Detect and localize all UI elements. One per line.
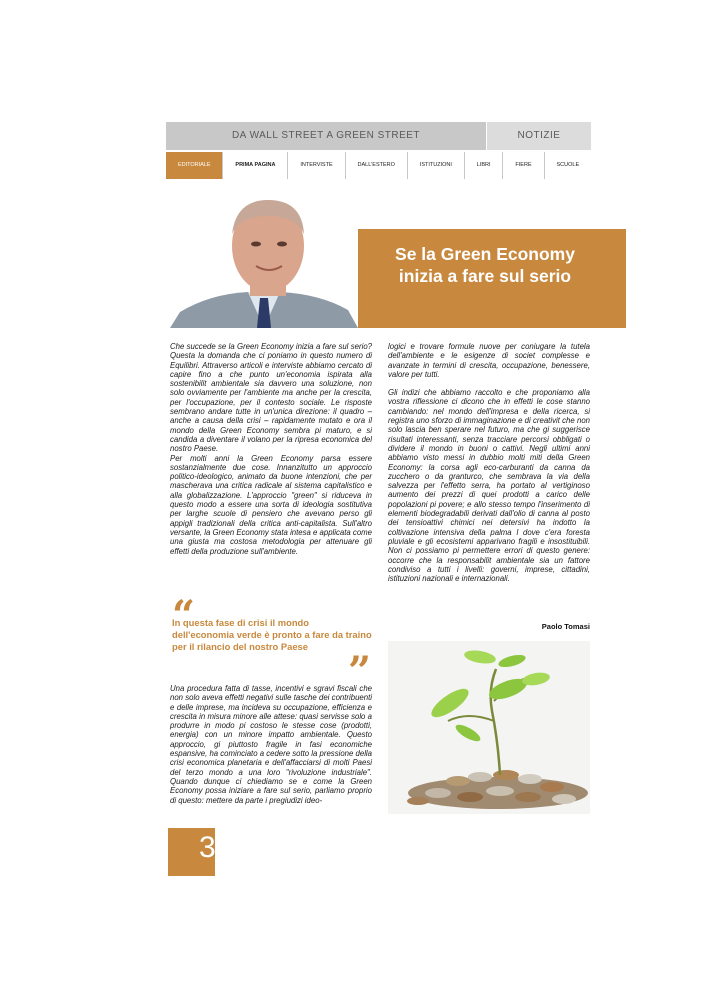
author-signature: Paolo Tomasi (541, 622, 590, 631)
open-quote-mark: “ (172, 592, 196, 639)
pull-quote (170, 592, 375, 695)
tab-interviste[interactable]: INTERVISTE (288, 152, 345, 179)
paragraph: Una procedura fatta di tasse, incentivi e sgravi fiscali che non solo aveva effetti negativi sulle tasche dei contribuenti e delle imprese, ma incideva su occupazione, efficienza e crescita in misura minore alle attese: quasi servisse solo a produrre in modo pi costoso le stesse cose (prodotti, energia) con un minore impatto ambientale. Questo approccio, gi piuttosto fragile in fasi economiche espansive, ha cominciato a cedere sotto la pressione della crisi economica planetaria e dell'affacciarsi di molti Paesi del terzo mondo a una loro "rivoluzione industriale". Quando dunque ci chiediamo se e come la Green Economy possa iniziare a fare sul serio, parliamo proprio di questo: mettere da parte i pregiudizi ideo- (170, 684, 372, 805)
page-number: 3 (199, 831, 216, 864)
section-nav (166, 152, 591, 179)
headline-box (358, 229, 626, 328)
column-left-bottom (170, 684, 372, 814)
column-right (388, 342, 590, 592)
paragraph: Che succede se la Green Economy inizia a fare sul serio? Questa la domanda che ci poniamo in questo numero di Equilibri. Attraverso articoli e interviste abbiamo cercato di capire fino a che punto un'economia ispirata alla sostenibilit ambientale sia davvero una soluzione, non solo ovviamente per l'ambiente ma anche per la crescita, per l'occupazione, per il contesto sociale. Le risposte sembrano andare tutte in un'unica direzione: il quadro – anche a causa della crisi – rapidamente mutato e ora il mondo della Green Economy sembra pi maturo, e si candida a diventare il volano per la ripresa economica del nostro Paese. (170, 342, 372, 454)
news-label: NOTIZIE (487, 122, 591, 150)
author-portrait (170, 194, 358, 328)
tab-scuole[interactable]: SCUOLE (556, 162, 580, 168)
tab-dall-estero[interactable]: DALL'ESTERO (346, 152, 408, 179)
section-title: DA WALL STREET A GREEN STREET (166, 122, 486, 150)
tab-istituzioni[interactable]: ISTITUZIONI (408, 152, 465, 179)
tab-prima-pagina[interactable]: PRIMA PAGINA (223, 152, 288, 179)
tab-editoriale[interactable]: EDITORIALE (166, 152, 223, 179)
paragraph: logici e trovare formule nuove per coniugare la tutela dell'ambiente e le esigenze di societ complesse e avanzate in termini di crescita, occupazione, benessere, valore per tutti. (388, 342, 590, 379)
column-left-top (170, 342, 372, 565)
sprout-coins-photo (388, 641, 590, 814)
close-quote-mark: ” (348, 648, 372, 695)
page-number-box (168, 828, 215, 876)
article-title: Se la Green Economy inizia a fare sul serio (395, 244, 575, 286)
pull-quote-text: In questa fase di crisi il mondo dell'economia verde è pronto a fare da traino per il rilancio del nostro Paese (172, 617, 372, 652)
tab-fiere[interactable]: FIERE (503, 152, 544, 179)
tab-libri[interactable]: LIBRI (465, 152, 504, 179)
paragraph: Gli indizi che abbiamo raccolto e che proponiamo alla vostra riflessione ci dicono che in effetti le cose stanno cambiando: nel mondo dell'impresa e della ricerca, si registra uno sforzo di immaginazione e di creativit che non solo lascia ben sperare nel futuro, ma che gi suggerisce risultati interessanti, senza tracciare percorsi obbligati o dividere il mondo in buoni o cattivi. Negli ultimi anni abbiamo visto messi in dubbio molti miti della Green Economy: la corsa agli eco-carburanti da canna da zucchero o da granturco, che sembrava la via della salvezza per l'effetto serra, ha portato al vertiginoso aumento dei prezzi di quei prodotti a carico delle popolazioni pi povere; e allo stesso tempo l'inserimento di elementi biodegradabili derivati dall'olio di canna al posto dei tensioattivi chimici nei detersivi ha indotto la coltivazione intensiva della palma l dove c'era foresta pluviale e gli ecosistemi apparivano fragili e insostituibili. Non ci possiamo pi permettere errori di questo genere: occorre che la responsabilit ambientale sia un fattore condiviso a tutti i livelli: governi, imprese, cittadini, istituzioni nazionali e internazionali. (388, 388, 590, 584)
top-header-bar (166, 122, 591, 150)
paragraph: Per molti anni la Green Economy parsa essere sostanzialmente due cose. Innanzitutto un approccio politico-ideologico, animato da buone intenzioni, che per mascherava una critica radicale al sistema capitalistico e alla globalizzazione. L'approccio "green" si riduceva in questo modo a essere una sorta di ideologia sostitutiva per larghe scuole di pensiero che avevano perso gli appigli tradizionali della critica anti-capitalista. Sull'altro versante, la Green Economy stata intesa e applicata come una giusta ma costosa metodologia per attenuare gli effetti della produzione sull'ambiente. (170, 453, 372, 556)
